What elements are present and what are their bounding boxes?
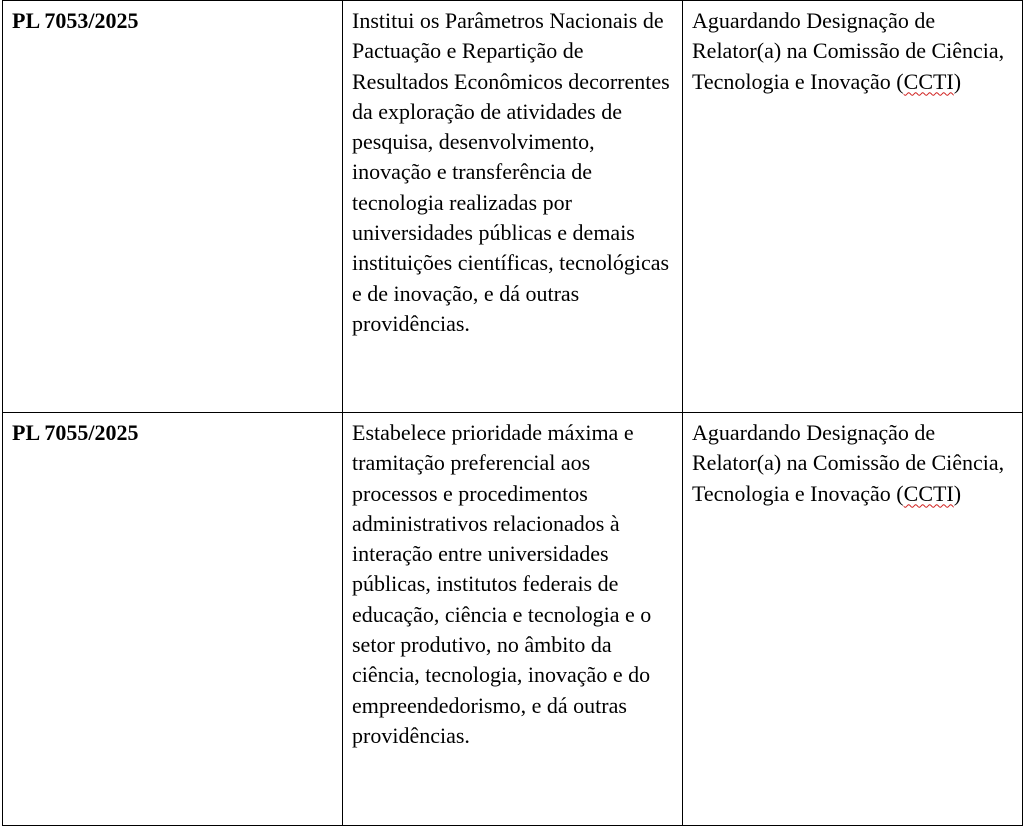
bill-id-cell[interactable] bbox=[3, 1, 343, 413]
bill-description-cell[interactable] bbox=[343, 413, 683, 826]
bill-id-cell[interactable] bbox=[3, 413, 343, 826]
table-row bbox=[3, 413, 1023, 826]
spellcheck-flagged-word[interactable]: CCTI bbox=[903, 68, 954, 94]
bill-status bbox=[692, 418, 1014, 509]
spellcheck-flagged-word[interactable]: CCTI bbox=[903, 480, 954, 506]
bill-description: Estabelece prioridade máxima e tramitação preferencial aos processos e procedimentos administrativos relacionados à interação entre universidades públicas, institutos federais de educação, ciência e tecnologia e o setor produtivo, no âmbito da ciência, tecnologia, inovação e do empreendedorismo, e dá outras providências. bbox=[352, 420, 652, 748]
bill-status-cell[interactable] bbox=[683, 1, 1023, 413]
bill-id: PL 7055/2025 bbox=[12, 420, 139, 445]
bill-status-prefix: Aguardando Designação de Relator(a) na Comissão de Ciência, Tecnologia e Inovação ( bbox=[692, 8, 1005, 94]
bill-description: Institui os Parâmetros Nacionais de Pactuação e Repartição de Resultados Econômicos decorrentes da exploração de atividades de pesquisa, desenvolvimento, inovação e transferência de tecnologia realizadas por universidades públicas e demais instituições científicas, tecnológicas e de inovação, e dá outras providências. bbox=[352, 8, 670, 336]
bills-table bbox=[2, 0, 1023, 826]
bill-status-cell[interactable] bbox=[683, 413, 1023, 826]
table-row bbox=[3, 1, 1023, 413]
bill-status-prefix: Aguardando Designação de Relator(a) na Comissão de Ciência, Tecnologia e Inovação ( bbox=[692, 420, 1005, 506]
bill-status-suffix: ) bbox=[953, 480, 962, 506]
bill-id: PL 7053/2025 bbox=[12, 8, 139, 33]
bill-description-cell[interactable] bbox=[343, 1, 683, 413]
bill-status bbox=[692, 6, 1014, 97]
bill-status-suffix: ) bbox=[953, 68, 962, 94]
